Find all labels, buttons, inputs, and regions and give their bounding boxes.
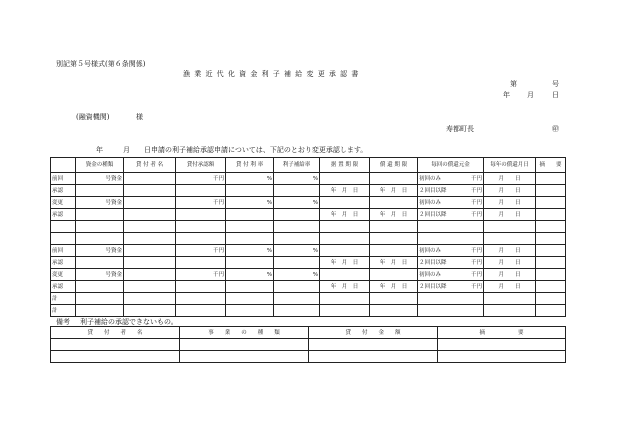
principal-cell: ２回目以降 千円 (418, 209, 484, 221)
column-header: 摘 要 (536, 158, 566, 173)
table-row (51, 209, 566, 221)
column-header: 貸 付 者 名 (124, 158, 176, 173)
column-header: 貸付承認額 (176, 158, 226, 173)
amount-cell[interactable] (176, 185, 226, 197)
form-title: 漁 業 近 代 化 資 金 利 子 補 給 変 更 承 認 書 (183, 70, 360, 78)
sender: 寿都町長 (446, 125, 474, 133)
table-cell[interactable] (370, 233, 418, 245)
rate-cell[interactable] (226, 281, 274, 293)
table-row (51, 197, 566, 209)
row-label: 計 (51, 305, 76, 317)
remarks-cell[interactable] (309, 339, 438, 351)
remarks-cell[interactable] (51, 351, 180, 363)
column-header: 毎年の償還月日 (484, 158, 536, 173)
rate-cell[interactable] (226, 185, 274, 197)
table-row (51, 293, 566, 305)
table-cell[interactable] (274, 233, 320, 245)
rate-cell: % (226, 269, 274, 281)
table-cell[interactable] (76, 233, 124, 245)
repay-cell: 年 月 日 (370, 185, 418, 197)
grace-cell: 年 月 日 (320, 185, 370, 197)
lender-cell[interactable] (124, 197, 176, 209)
fund-type-cell: 号資金 (76, 245, 124, 257)
number-label-2: 号 (552, 80, 559, 88)
table-cell[interactable] (274, 305, 320, 317)
subsidy-rate-cell[interactable] (274, 257, 320, 269)
table-cell[interactable] (226, 305, 274, 317)
remarks-header: 貸 付 金 額 (309, 327, 438, 339)
repay-cell[interactable] (370, 197, 418, 209)
remarks-text: 利子補給の承認できないもの。 (80, 318, 178, 326)
remarks-row (51, 351, 566, 363)
remarks-cell[interactable] (51, 339, 180, 351)
remarks-cell[interactable] (438, 339, 566, 351)
table-cell[interactable] (418, 293, 484, 305)
repay-cell[interactable] (370, 245, 418, 257)
date-cell: 月 日 (484, 185, 536, 197)
remarks-header: 摘 要 (438, 327, 566, 339)
table-row (51, 233, 566, 245)
rate-cell[interactable] (226, 257, 274, 269)
row-label: 変更 (51, 197, 76, 209)
date-month: 月 (527, 91, 534, 99)
repay-cell[interactable] (370, 173, 418, 185)
table-cell[interactable] (320, 293, 370, 305)
grace-cell: 年 月 日 (320, 209, 370, 221)
subsidy-rate-cell[interactable] (274, 209, 320, 221)
table-cell[interactable] (418, 305, 484, 317)
subsidy-rate-cell: % (274, 197, 320, 209)
intro-year: 年 (96, 146, 103, 154)
principal-cell: ２回目以降 千円 (418, 185, 484, 197)
row-label: 計 (51, 293, 76, 305)
row-label: 前回 (51, 245, 76, 257)
lender-cell[interactable] (124, 245, 176, 257)
table-cell[interactable] (536, 233, 566, 245)
column-header: 利子補給率 (274, 158, 320, 173)
form-id: 別記第５号様式(第６条関係) (56, 60, 146, 68)
table-row (51, 269, 566, 281)
remarks-cell[interactable] (438, 351, 566, 363)
note-cell[interactable] (536, 269, 566, 281)
table-row (51, 305, 566, 317)
date-cell: 月 日 (484, 269, 536, 281)
table-cell[interactable] (124, 233, 176, 245)
row-label: 前回 (51, 173, 76, 185)
table-cell[interactable] (484, 221, 536, 233)
principal-cell: ２回目以降 千円 (418, 281, 484, 293)
table-cell[interactable] (370, 293, 418, 305)
principal-cell: 初回のみ 千円 (418, 173, 484, 185)
grace-cell[interactable] (320, 269, 370, 281)
principal-cell: ２回目以降 千円 (418, 257, 484, 269)
date-cell: 月 日 (484, 209, 536, 221)
repay-cell: 年 月 日 (370, 257, 418, 269)
lender-cell[interactable] (124, 269, 176, 281)
table-header-row (51, 158, 566, 173)
fund-type-cell[interactable] (76, 257, 124, 269)
table-cell[interactable] (226, 221, 274, 233)
row-label[interactable] (51, 233, 76, 245)
note-cell[interactable] (536, 197, 566, 209)
lender-cell[interactable] (124, 257, 176, 269)
fund-type-cell: 号資金 (76, 173, 124, 185)
lender-cell[interactable] (124, 185, 176, 197)
amount-cell[interactable] (176, 257, 226, 269)
column-header: 据 置 期 限 (320, 158, 370, 173)
table-cell[interactable] (176, 305, 226, 317)
amount-cell: 千円 (176, 197, 226, 209)
fund-type-cell[interactable] (76, 209, 124, 221)
table-cell[interactable] (274, 293, 320, 305)
grace-cell[interactable] (320, 197, 370, 209)
column-header (51, 158, 76, 173)
amount-cell: 千円 (176, 245, 226, 257)
table-row (51, 173, 566, 185)
fund-type-cell: 号資金 (76, 269, 124, 281)
table-row (51, 257, 566, 269)
table-cell[interactable] (124, 293, 176, 305)
table-cell[interactable] (176, 221, 226, 233)
fund-type-cell: 号資金 (76, 197, 124, 209)
table-cell[interactable] (176, 293, 226, 305)
intro-month: 月 (123, 146, 130, 154)
number-label-1: 第 (510, 80, 517, 88)
remarks-header: 貸 付 者 名 (51, 327, 180, 339)
rate-cell: % (226, 173, 274, 185)
subsidy-rate-cell: % (274, 269, 320, 281)
remarks-row (51, 339, 566, 351)
table-row (51, 281, 566, 293)
column-header: 貸 付 利 率 (226, 158, 274, 173)
table-cell[interactable] (418, 233, 484, 245)
remarks-label: 備考 (56, 318, 70, 326)
seal-mark: ㊞ (552, 125, 559, 133)
row-label: 承認 (51, 209, 76, 221)
remarks-table (50, 326, 566, 363)
note-cell[interactable] (536, 185, 566, 197)
principal-cell: 初回のみ 千円 (418, 269, 484, 281)
date-day: 日 (552, 91, 559, 99)
honorific: 様 (136, 113, 143, 121)
date-year: 年 (503, 91, 510, 99)
lender-cell[interactable] (124, 209, 176, 221)
fund-type-cell[interactable] (76, 281, 124, 293)
fund-type-cell[interactable] (76, 185, 124, 197)
rate-cell: % (226, 197, 274, 209)
table-cell[interactable] (76, 221, 124, 233)
table-cell[interactable] (124, 221, 176, 233)
repay-cell: 年 月 日 (370, 209, 418, 221)
row-label[interactable] (51, 221, 76, 233)
lender-cell[interactable] (124, 173, 176, 185)
repay-cell[interactable] (370, 269, 418, 281)
table-cell[interactable] (320, 305, 370, 317)
date-cell: 月 日 (484, 245, 536, 257)
date-cell: 月 日 (484, 257, 536, 269)
table-cell[interactable] (536, 305, 566, 317)
table-cell[interactable] (274, 221, 320, 233)
addressee: (融資機関) (76, 113, 110, 121)
note-cell[interactable] (536, 245, 566, 257)
table-cell[interactable] (536, 221, 566, 233)
date-cell: 月 日 (484, 197, 536, 209)
table-row (51, 221, 566, 233)
repay-cell: 年 月 日 (370, 281, 418, 293)
date-cell: 月 日 (484, 173, 536, 185)
remarks-header: 事 業 の 種 類 (180, 327, 309, 339)
note-cell[interactable] (536, 173, 566, 185)
table-cell[interactable] (320, 233, 370, 245)
remarks-cell[interactable] (309, 351, 438, 363)
column-header: 償 還 期 限 (370, 158, 418, 173)
remarks-cell[interactable] (180, 339, 309, 351)
principal-cell: 初回のみ 千円 (418, 245, 484, 257)
row-label: 変更 (51, 269, 76, 281)
table-cell[interactable] (320, 221, 370, 233)
table-cell[interactable] (418, 221, 484, 233)
amount-cell: 千円 (176, 269, 226, 281)
table-cell[interactable] (484, 305, 536, 317)
column-header: 資金の種類 (76, 158, 124, 173)
row-label: 承認 (51, 185, 76, 197)
table-cell[interactable] (226, 293, 274, 305)
amount-cell[interactable] (176, 209, 226, 221)
lender-cell[interactable] (124, 281, 176, 293)
subsidy-rate-cell[interactable] (274, 281, 320, 293)
grace-cell[interactable] (320, 173, 370, 185)
table-cell[interactable] (176, 233, 226, 245)
table-cell[interactable] (484, 233, 536, 245)
amount-cell[interactable] (176, 281, 226, 293)
remarks-cell[interactable] (180, 351, 309, 363)
row-label: 承認 (51, 281, 76, 293)
table-cell[interactable] (124, 305, 176, 317)
note-cell[interactable] (536, 209, 566, 221)
table-cell[interactable] (76, 293, 124, 305)
column-header: 毎回の償還元金 (418, 158, 484, 173)
table-row (51, 245, 566, 257)
table-cell[interactable] (484, 293, 536, 305)
note-cell[interactable] (536, 257, 566, 269)
subsidy-rate-cell: % (274, 173, 320, 185)
date-cell: 月 日 (484, 281, 536, 293)
subsidy-rate-cell: % (274, 245, 320, 257)
table-cell[interactable] (226, 233, 274, 245)
note-cell[interactable] (536, 281, 566, 293)
subsidy-rate-cell[interactable] (274, 185, 320, 197)
principal-cell: 初回のみ 千円 (418, 197, 484, 209)
grace-cell: 年 月 日 (320, 281, 370, 293)
row-label: 承認 (51, 257, 76, 269)
table-cell[interactable] (370, 221, 418, 233)
remarks-header-row (51, 327, 566, 339)
main-table (50, 157, 566, 317)
grace-cell[interactable] (320, 245, 370, 257)
intro-text: 日申請の利子補給承認申請については、下記のとおり変更承認します。 (144, 146, 368, 154)
table-cell[interactable] (76, 305, 124, 317)
grace-cell: 年 月 日 (320, 257, 370, 269)
rate-cell[interactable] (226, 209, 274, 221)
table-row (51, 185, 566, 197)
amount-cell: 千円 (176, 173, 226, 185)
table-cell[interactable] (370, 305, 418, 317)
table-cell[interactable] (536, 293, 566, 305)
rate-cell: % (226, 245, 274, 257)
